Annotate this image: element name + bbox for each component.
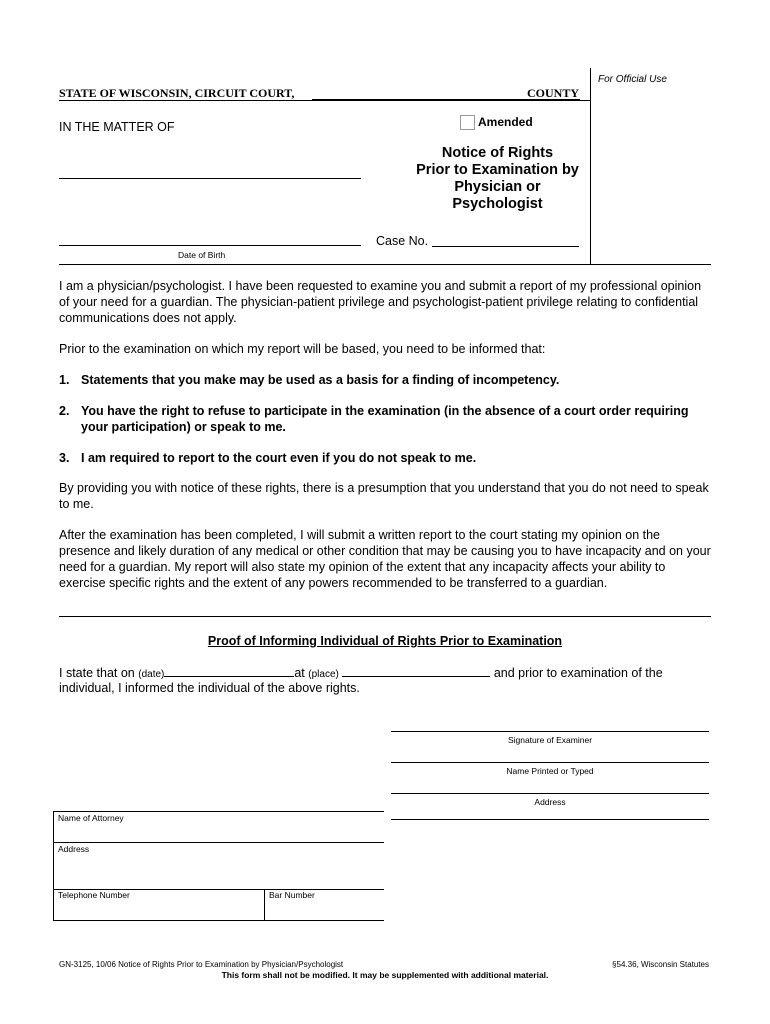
presumption-paragraph: By providing you with notice of these rights, there is a presumption that you understand that you do not need to speak to me. <box>59 481 709 511</box>
attorney-col-divider <box>264 889 265 920</box>
name-printed-label: Name Printed or Typed <box>506 766 594 776</box>
statute-reference: §54.36, Wisconsin Statutes <box>612 960 709 969</box>
attorney-box-left <box>53 811 54 920</box>
at-text: at <box>294 666 305 680</box>
right-item-1 <box>59 372 711 388</box>
form-id: GN-3125, 10/06 Notice of Rights Prior to Examination by Physician/Psychologist <box>59 960 344 969</box>
attorney-box-top <box>53 811 384 812</box>
name-printed-field[interactable] <box>391 762 709 763</box>
matter-of-label: IN THE MATTER OF <box>59 120 175 134</box>
amended-label: Amended <box>478 115 533 129</box>
header-bottom-rule <box>59 264 711 265</box>
proof-statement-line-2: individual, I informed the individual of the above rights. <box>59 681 360 695</box>
case-no-label: Case No. <box>376 234 429 248</box>
title-line-2: Prior to Examination by <box>416 162 579 178</box>
examiner-address-label: Address <box>534 797 566 807</box>
item-number: 1. <box>59 373 70 387</box>
header-top-rule <box>59 100 590 101</box>
document-title <box>400 145 595 213</box>
examiner-address-line-2[interactable] <box>391 819 709 820</box>
item-number: 2. <box>59 404 70 418</box>
proof-statement-line-1 <box>59 665 663 680</box>
place-field[interactable] <box>342 665 490 677</box>
item-number: 3. <box>59 451 70 465</box>
proof-heading: Proof of Informing Individual of Rights Prior to Examination <box>207 634 563 648</box>
attorney-row-divider-1 <box>53 842 384 843</box>
title-line-4: Psychologist <box>452 196 543 212</box>
examiner-address-field[interactable] <box>391 793 709 794</box>
section-divider <box>59 616 711 617</box>
attorney-address-field[interactable]: Address <box>58 844 90 854</box>
item-text: Statements that you make may be used as a basis for a finding of incompetency. <box>81 373 560 387</box>
court-label: STATE OF WISCONSIN, CIRCUIT COURT, <box>59 86 295 100</box>
telephone-field[interactable]: Telephone Number <box>58 890 130 900</box>
title-line-3: Physician or <box>454 179 541 195</box>
intro-paragraph: I am a physician/psychologist. I have been requested to examine you and submit a report of my professional opinion of your need for a guardian. The physician-patient privilege and psychologist-patient privilege relating to confidential communications does not apply. <box>59 279 702 325</box>
official-use-label: For Official Use <box>598 74 667 85</box>
signature-field[interactable] <box>391 731 709 732</box>
modification-notice: This form shall not be modified. It may be supplemented with additional material. <box>221 970 549 980</box>
right-item-3 <box>59 450 711 466</box>
item-text: I am required to report to the court even if you do not speak to me. <box>81 451 477 465</box>
item-text: You have the right to refuse to participate in the examination (in the absence of a court order requiring your participation) or speak to me. <box>81 404 689 434</box>
attorney-box-bottom <box>53 920 384 921</box>
after-exam-paragraph: After the examination has been completed, I will submit a written report to the court stating my opinion on the presence and likely duration of any medical or other condition that may be causing you to have incapacity and on your need for a guardian. My report will also state my opinion of the extent that any incapacity affects your ability to exercise specific rights and the extent of any powers recommended to be transferred to a guardian. <box>59 528 711 590</box>
matter-name-field[interactable] <box>59 178 361 179</box>
bar-number-field[interactable]: Bar Number <box>269 890 315 900</box>
signature-label: Signature of Examiner <box>507 735 593 745</box>
date-field[interactable] <box>164 665 294 677</box>
i-state-text: I state that on <box>59 666 135 680</box>
county-label: COUNTY <box>527 86 580 100</box>
right-item-2 <box>59 403 711 435</box>
date-label: (date) <box>138 669 165 680</box>
attorney-name-field[interactable]: Name of Attorney <box>58 813 124 823</box>
prior-exam-text: and prior to examination of the <box>493 666 663 680</box>
place-label: (place) <box>308 669 339 680</box>
title-line-1: Notice of Rights <box>441 145 554 161</box>
date-of-birth-label: Date of Birth <box>178 250 226 260</box>
case-no-field[interactable] <box>432 246 579 247</box>
amended-checkbox[interactable] <box>460 115 475 130</box>
prior-paragraph: Prior to the examination on which my report will be based, you need to be informed that: <box>59 342 546 356</box>
date-of-birth-field[interactable] <box>59 245 361 246</box>
